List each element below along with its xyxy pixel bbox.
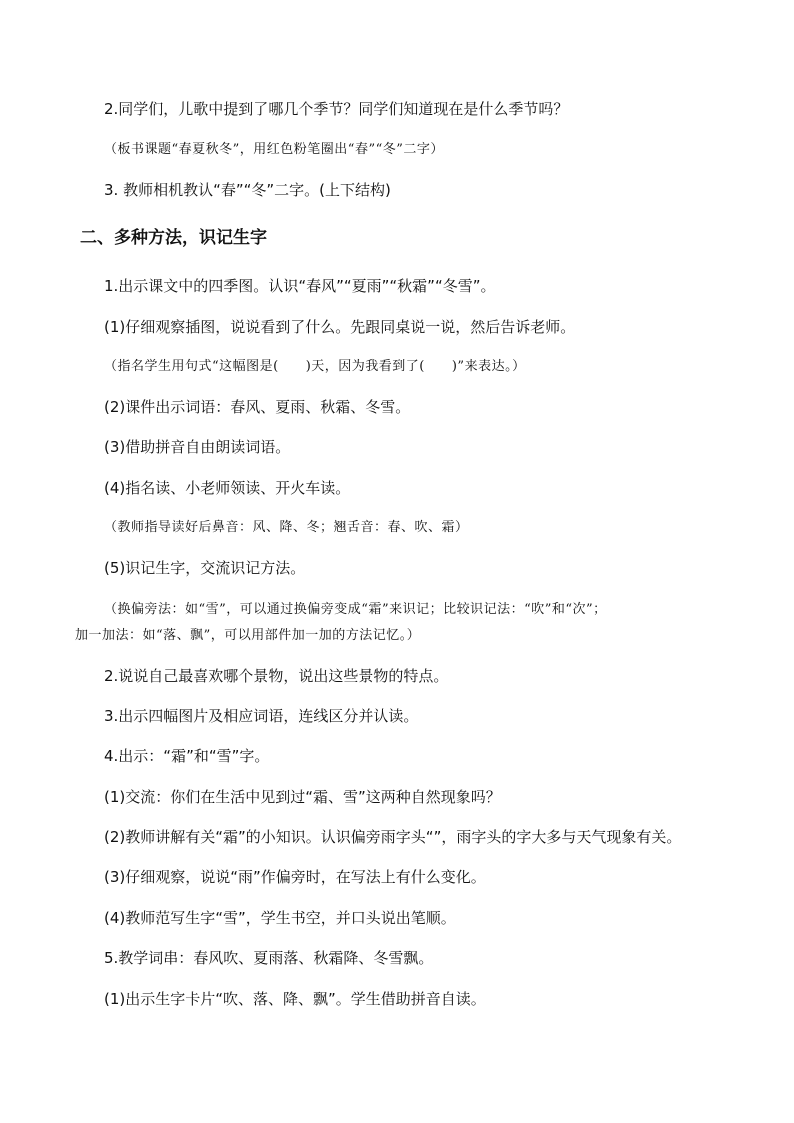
note-add-parts-method: 加一加法：如“落、飘”，可以用部件加一加的方法记忆。）: [75, 628, 421, 643]
section-heading: 二、多种方法，识记生字: [80, 228, 267, 248]
text-line-discuss-phenomena: (1)交流：你们在生活中见到过“霜、雪”这两种自然现象吗？: [104, 788, 501, 806]
text-line-show-words: (2)课件出示词语：春风、夏雨、秋霜、冬雪。: [104, 398, 411, 416]
text-line-memorize-characters: (5)识记生字，交流识记方法。: [104, 559, 306, 577]
text-line-show-shuang-xue: 4.出示：“霜”和“雪”字。: [104, 747, 270, 765]
text-line-group-reading: (4)指名读、小老师领读、开火车读。: [104, 479, 351, 497]
text-line-match-pictures: 3.出示四幅图片及相应词语，连线区分并认读。: [104, 707, 419, 725]
note-radical-method: （换偏旁法：如“雪”，可以通过换偏旁变成“霜”来识记；比较识记法：“吹”和“次”；: [104, 602, 607, 617]
text-line-question-seasons: 2.同学们，儿歌中提到了哪几个季节？同学们知道现在是什么季节吗？: [104, 100, 569, 118]
text-line-four-seasons-picture: 1.出示课文中的四季图。认识“春风”“夏雨”“秋霜”“冬雪”。: [104, 277, 496, 295]
note-sentence-pattern: （指名学生用句式“这幅图是( )天，因为我看到了( )”来表达。）: [104, 359, 526, 374]
text-line-favorite-scenery: 2.说说自己最喜欢哪个景物，说出这些景物的特点。: [104, 667, 449, 685]
text-line-observe-picture: (1)仔细观察插图，说说看到了什么。先跟同桌说一说，然后告诉老师。: [104, 318, 576, 336]
text-line-read-pinyin: (3)借助拼音自由朗读词语。: [104, 438, 291, 456]
text-line-word-strings: 5.教学词串：春风吹、夏雨落、秋霜降、冬雪飘。: [104, 949, 434, 967]
text-line-observe-radical: (3)仔细观察，说说“雨”作偏旁时，在写法上有什么变化。: [104, 868, 486, 886]
text-line-character-cards: (1)出示生字卡片“吹、落、降、飘”。学生借助拼音自读。: [104, 990, 486, 1008]
note-blackboard-title: （板书课题“春夏秋冬”，用红色粉笔圈出“春”“冬”二字）: [104, 142, 444, 157]
text-line-teach-chun-dong: 3. 教师相机教认“春”“冬”二字。(上下结构): [104, 181, 391, 199]
text-line-model-writing: (4)教师范写生字“雪”，学生书空，并口头说出笔顺。: [104, 909, 456, 927]
text-line-rain-radical: (2)教师讲解有关“霜”的小知识。认识偏旁雨字头“”，雨字头的字大多与天气现象有关。: [104, 828, 682, 846]
note-pronunciation: （教师指导读好后鼻音：风、降、冬；翘舌音：春、吹、霜）: [104, 520, 469, 535]
